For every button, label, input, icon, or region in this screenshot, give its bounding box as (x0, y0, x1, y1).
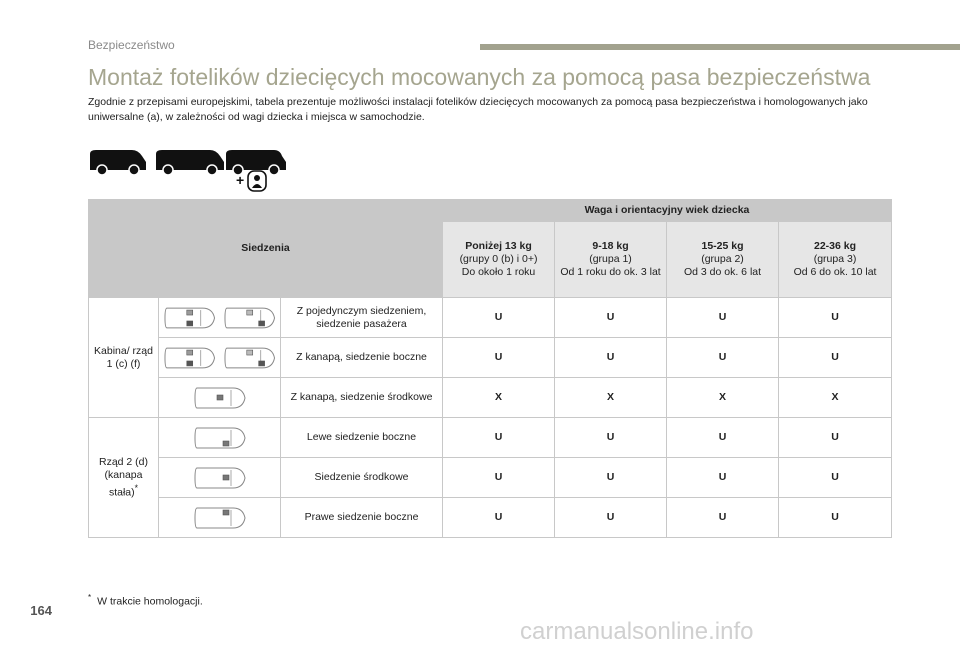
group-class: (grupa 2) (701, 253, 744, 265)
table-row (89, 458, 892, 498)
table-row (89, 338, 892, 378)
seat-position-icon (163, 345, 217, 371)
suitability-value: U (443, 298, 555, 338)
group-weight: 9-18 kg (592, 240, 629, 252)
seat-position-icon (193, 425, 247, 451)
child-seat-icon (236, 171, 266, 191)
suitability-value: U (555, 338, 667, 378)
zone-label (89, 418, 159, 538)
group-weight: 15-25 kg (701, 240, 744, 252)
zone-label-text: Rząd 2 (d) (kanapa stała) (98, 455, 149, 499)
footnote (88, 593, 203, 608)
page-title: Montaż fotelików dziecięcych mocowanych za pomocą pasa bezpieczeństwa (88, 64, 871, 90)
seat-diagram (159, 418, 281, 458)
seat-description: Prawe siedzenie boczne (281, 498, 443, 538)
intro-text: Zgodnie z przepisami europejskimi, tabela prezentuje możliwości instalacji fotelików dziecięcych mocowanych za pomocą pasa bezpieczeństwa i homologowanych jako uniwersalne (a), w zależności od wagi dziecka i miejsca w samochodzie. (88, 96, 868, 123)
suitability-value: U (555, 298, 667, 338)
suitability-value: X (667, 378, 779, 418)
seat-diagram (159, 458, 281, 498)
group-age: Od 6 do ok. 10 lat (793, 266, 877, 278)
suitability-value: U (667, 498, 779, 538)
weight-group-header (779, 222, 892, 298)
suitability-value: U (667, 418, 779, 458)
zone-label (89, 298, 159, 418)
suitability-value: U (779, 498, 892, 538)
group-class: (grupa 3) (813, 253, 857, 265)
suitability-value: U (667, 338, 779, 378)
seat-diagram (159, 498, 281, 538)
seat-description: Z kanapą, siedzenie boczne (281, 338, 443, 378)
group-weight: 22-36 kg (814, 240, 857, 252)
seat-description: Z pojedynczym siedzeniem, siedzenie pasażera (281, 298, 443, 338)
section-label: Bezpieczeństwo (88, 38, 175, 52)
group-class: (grupa 1) (589, 253, 632, 265)
suitability-value: X (555, 378, 667, 418)
seat-diagram (159, 298, 281, 338)
group-age: Od 1 roku do ok. 3 lat (560, 266, 661, 278)
table-row (89, 418, 892, 458)
child-seat-table (88, 199, 892, 538)
suitability-value: U (443, 458, 555, 498)
weight-header: Waga i orientacyjny wiek dziecka (443, 200, 892, 222)
suitability-value: U (443, 338, 555, 378)
weight-group-header (555, 222, 667, 298)
weight-group-header (667, 222, 779, 298)
suitability-value: X (443, 378, 555, 418)
table-row (89, 298, 892, 338)
group-class: (grupy 0 (b) i 0+) (459, 253, 538, 265)
seat-description: Z kanapą, siedzenie środkowe (281, 378, 443, 418)
watermark: carmanualsonline.info (520, 618, 754, 645)
suitability-value: U (779, 338, 892, 378)
seats-header: Siedzenia (89, 200, 443, 298)
group-weight: Poniżej 13 kg (465, 240, 532, 252)
suitability-value: U (779, 458, 892, 498)
seat-position-icon (193, 505, 247, 531)
suitability-value: U (667, 458, 779, 498)
group-age: Od 3 do ok. 6 lat (683, 266, 762, 278)
page-number: 164 (30, 603, 52, 618)
suitability-value: U (555, 418, 667, 458)
seat-description: Lewe siedzenie boczne (281, 418, 443, 458)
seat-position-icon (223, 345, 277, 371)
suitability-value: U (555, 498, 667, 538)
suitability-value: U (779, 298, 892, 338)
weight-group-header (443, 222, 555, 298)
suitability-value: U (443, 498, 555, 538)
zone-footnote-mark: * (134, 482, 139, 493)
header-bar (480, 44, 960, 50)
seat-diagram (159, 338, 281, 378)
seat-diagram (159, 378, 281, 418)
seat-position-icon (193, 465, 247, 491)
suitability-value: U (555, 458, 667, 498)
suitability-value: U (443, 418, 555, 458)
vehicle-icons (88, 140, 288, 192)
footnote-mark: * (88, 593, 92, 602)
seat-description: Siedzenie środkowe (281, 458, 443, 498)
seat-position-icon (163, 305, 217, 331)
seat-position-icon (193, 385, 247, 411)
zone-label-text: Kabina/ rząd 1 (c) (f) (94, 344, 153, 370)
van-icon (90, 150, 146, 175)
table-row (89, 498, 892, 538)
footnote-text: W trakcie homologacji. (97, 595, 203, 608)
van-long-icon (156, 150, 224, 175)
seat-position-icon (223, 305, 277, 331)
suitability-value: X (779, 378, 892, 418)
table-row (89, 378, 892, 418)
group-age: Do około 1 roku (461, 266, 536, 278)
suitability-value: U (667, 298, 779, 338)
suitability-value: U (779, 418, 892, 458)
svg-text:+: + (236, 172, 245, 188)
